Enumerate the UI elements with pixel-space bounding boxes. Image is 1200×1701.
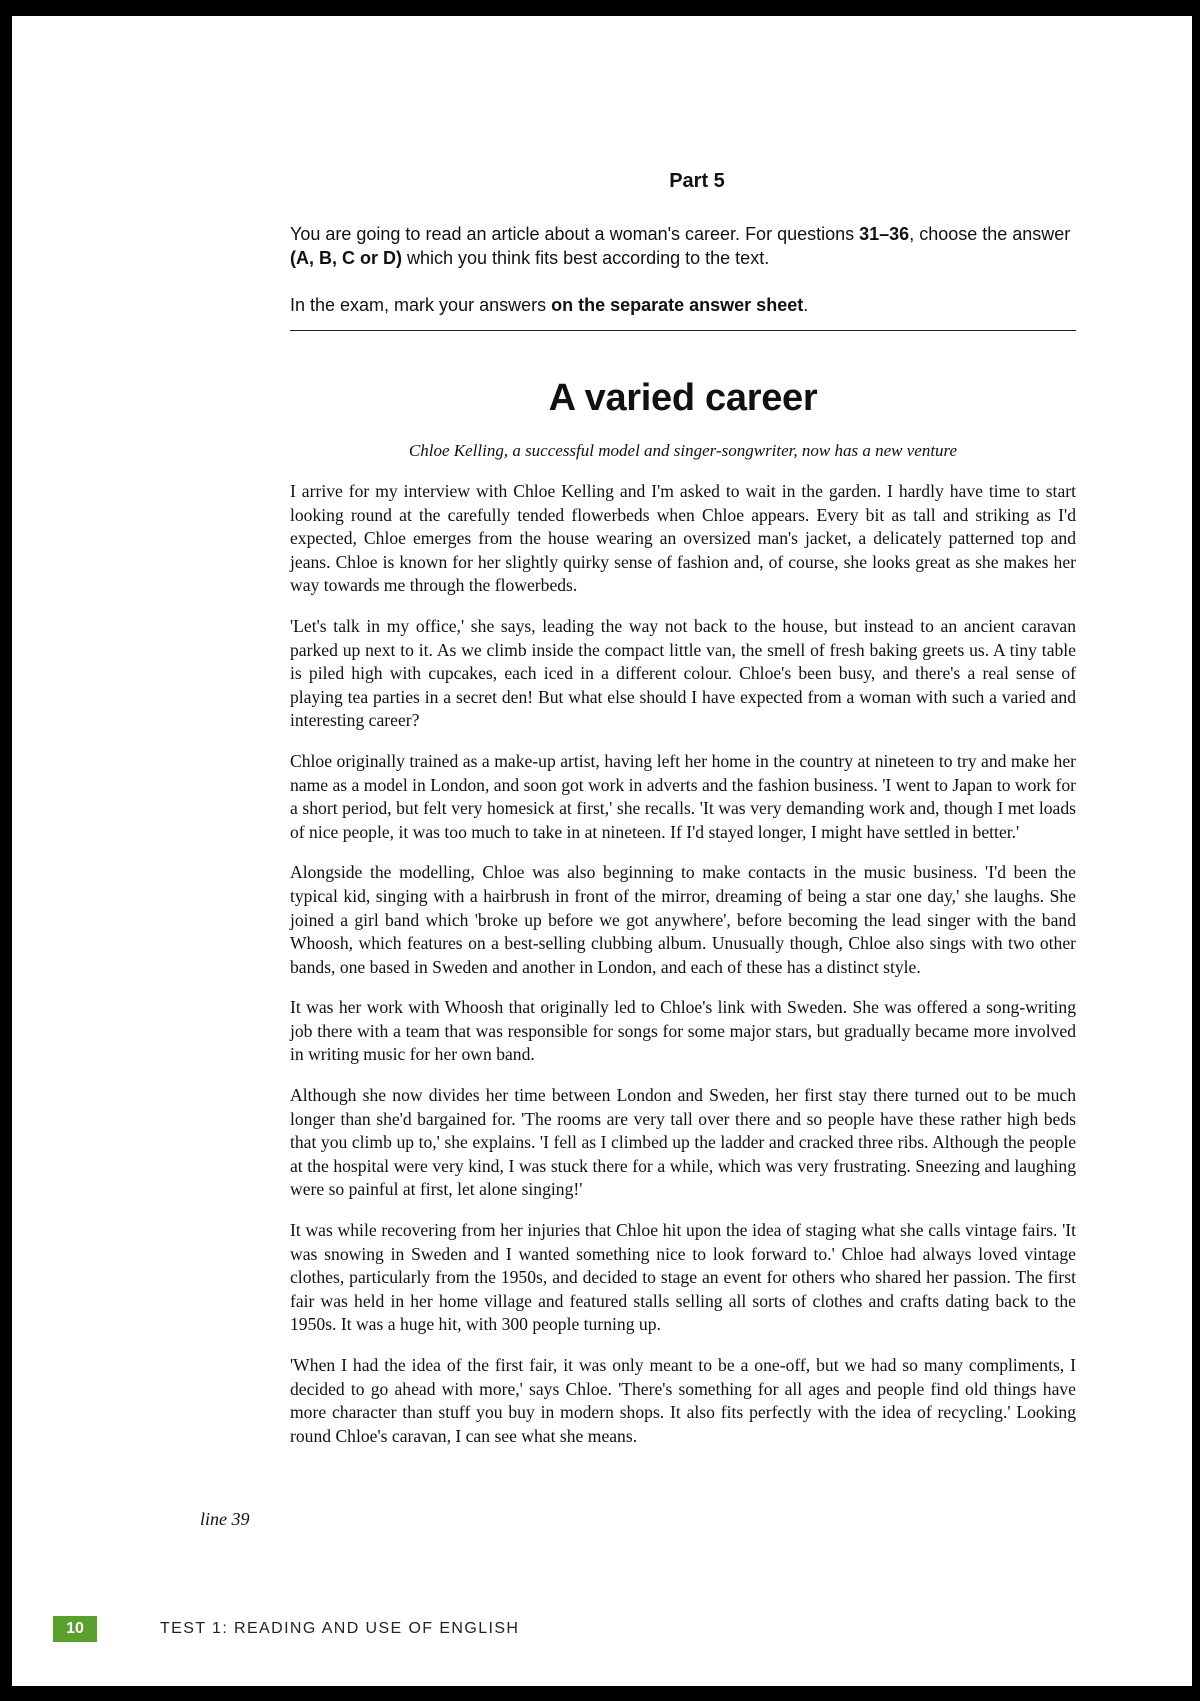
article-paragraph-7: It was while recovering from her injuries that Chloe hit upon the idea of staging what she calls vintage fairs. 'It was snowing in Sweden and I wanted something nice to look forward to.' Chloe had always loved vintage clothes, particularly from the 1950s, and decided to stage an event for others who shared her passion. The first fair was held in her home village and featured stalls selling all sorts of clothes and crafts dating back to the 1950s. It was a huge hit, with 300 people turning up. xyxy=(290,1220,1076,1335)
part-heading: Part 5 xyxy=(669,170,725,192)
instruction-line-1: You are going to read an article about a woman's career. For questions 31–36, choose the answer (A, B, C or D) which you think fits best according to the text. xyxy=(290,224,1071,268)
article-paragraph-5: It was her work with Whoosh that originally led to Chloe's link with Sweden. She was offered a song-writing job there with a team that was responsible for songs for some major stars, but gradually became more involved in writing music for her own band. xyxy=(290,997,1076,1065)
article-paragraph-6: Although she now divides her time between London and Sweden, her first stay there turned out to be much longer than she'd bargained for. 'The rooms are very tall over there and so people have these rather high beds that you climb up to,' she explains. 'I fell as I climbed up the ladder and cracked three ribs. Although the people at the hospital were very kind, I was stuck there for a while, which was very frustrating. Sneezing and laughing were so painful at first, let alone singing!' xyxy=(290,1085,1076,1200)
article-title: A varied career xyxy=(548,377,818,419)
article-paragraph-4: Alongside the modelling, Chloe was also beginning to make contacts in the music business. 'I'd been the typical kid, singing with a hairbrush in front of the mirror, dreaming of being a star one day,' she laughs. She joined a girl band which 'broke up before we got anywhere', before becoming the lead singer with the band Whoosh, which features on a best-selling clubbing album. Unusually though, Chloe also sings with two other bands, one based in Sweden and another in London, and each of these has a distinct style. xyxy=(290,862,1076,977)
article-subtitle: Chloe Kelling, a successful model and singer-songwriter, now has a new venture xyxy=(408,441,958,460)
article-body xyxy=(290,480,1076,1465)
article-paragraph-8: 'When I had the idea of the first fair, it was only meant to be a one-off, but we had so many compliments, I decided to go ahead with more,' says Chloe. 'There's something for all ages and people find old things have more character than stuff you buy in modern shops. It also fits perfectly with the idea of recycling.' Looking round Chloe's caravan, I can see what she means. xyxy=(290,1355,1076,1446)
article-paragraph-2: 'Let's talk in my office,' she says, leading the way not back to the house, but instead to an ancient caravan parked up next to it. As we climb inside the compact little van, the smell of fresh baking greets us. A tiny table is piled high with cupcakes, each iced in a different colour. Chloe's been busy, and there's a real sense of playing tea parties in a secret den! But what else should I have expected from a woman with such a varied and interesting career? xyxy=(290,615,1076,731)
document-page xyxy=(12,16,1192,1686)
article-paragraph-3: Chloe originally trained as a make-up artist, having left her home in the country at nineteen to try and make her name as a model in London, and soon got work in adverts and the fashion business. 'I went to Japan to work for a short period, but felt very homesick at first,' she recalls. 'It was very demanding work and, though I met loads of nice people, it was too much to take in at nineteen. If I'd stayed longer, I might have settled in better.' xyxy=(290,750,1076,842)
footer-section-title: TEST 1: READING AND USE OF ENGLISH xyxy=(160,1620,520,1637)
divider-rule xyxy=(290,330,1076,331)
line-reference: line 39 xyxy=(200,1509,250,1529)
article-paragraph-1: I arrive for my interview with Chloe Kelling and I'm asked to wait in the garden. I hardly have time to start looking round at the carefully tended flowerbeds when Chloe appears. Every bit as tall and striking as I'd expected, Chloe emerges from the house wearing an oversized man's jacket, a delicately patterned top and jeans. Chloe is known for her slightly quirky sense of fashion and, of course, she looks great as she makes her way towards me through the flowerbeds. xyxy=(290,481,1076,596)
instruction-line-2: In the exam, mark your answers on the separate answer sheet. xyxy=(290,295,809,315)
task-instructions xyxy=(290,222,1090,317)
page-number-badge: 10 xyxy=(53,1616,97,1642)
